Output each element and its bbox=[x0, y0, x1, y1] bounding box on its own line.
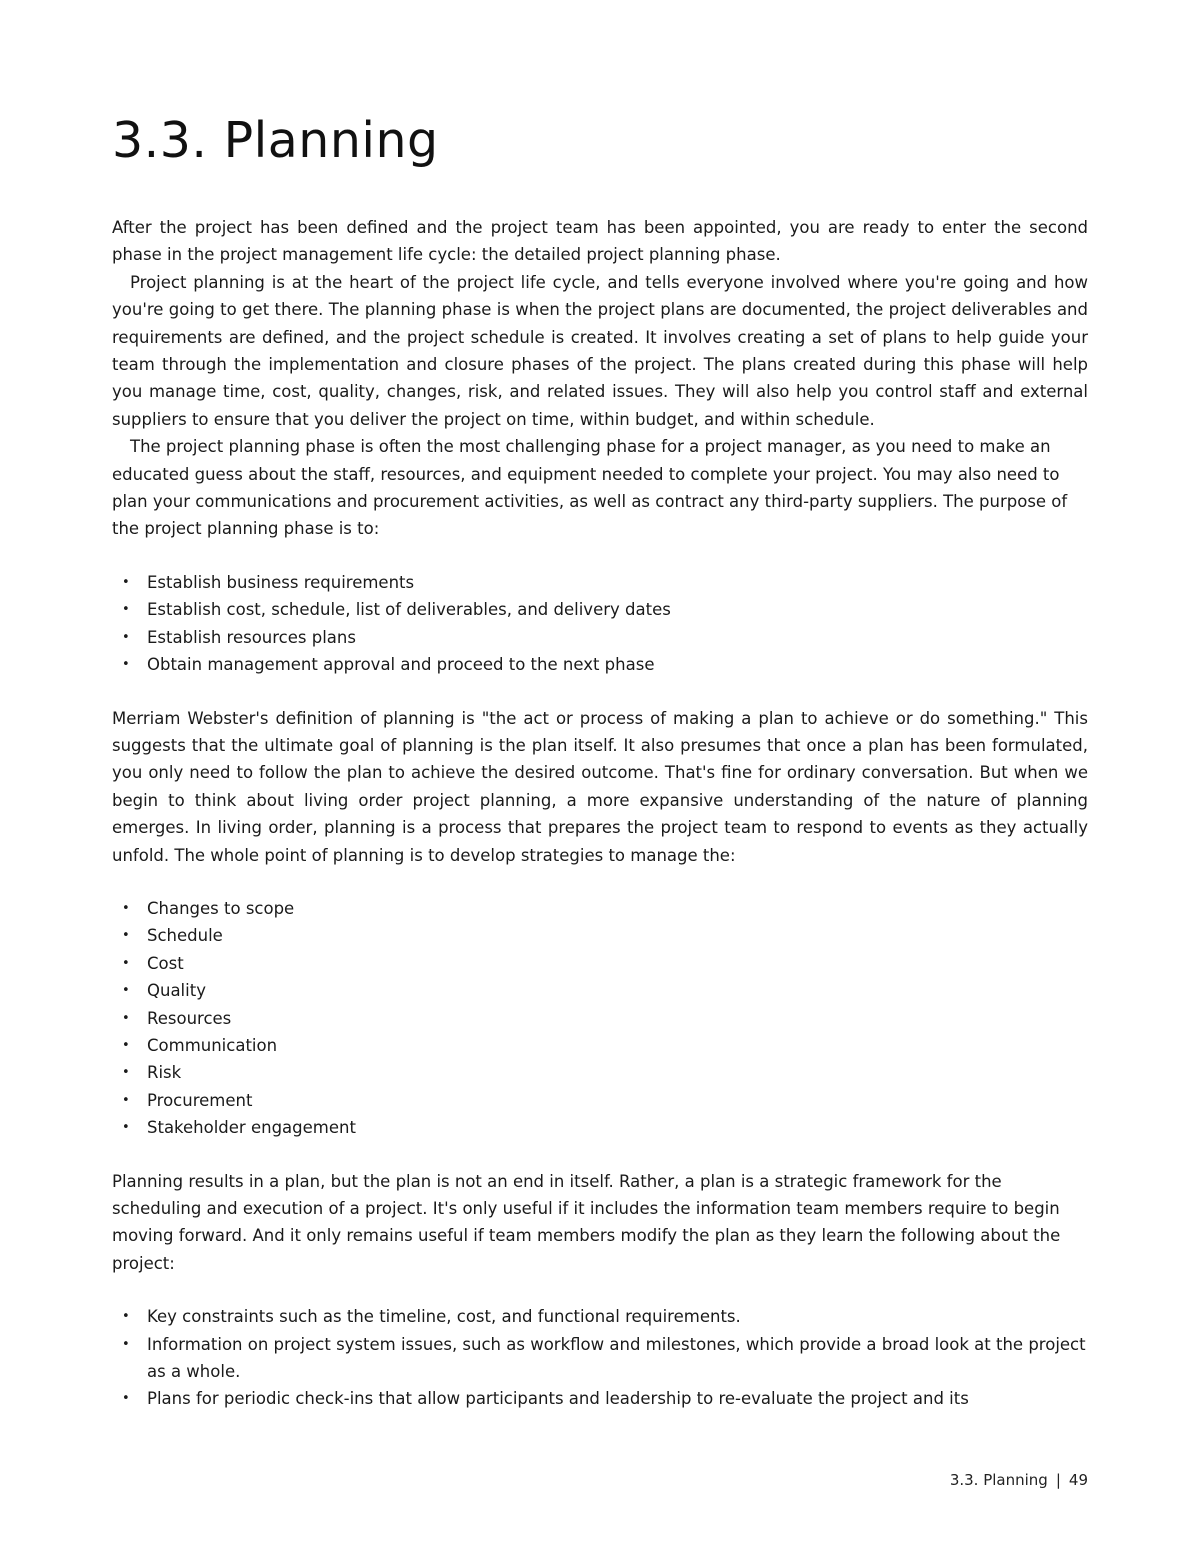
list-item: • Resources bbox=[147, 1005, 1088, 1032]
body-text bbox=[112, 214, 1088, 1413]
list-item: • Communication bbox=[147, 1032, 1088, 1059]
bullet-icon: • bbox=[122, 928, 130, 944]
purpose-list bbox=[112, 569, 1088, 679]
list-item: • Procurement bbox=[147, 1087, 1088, 1114]
list-item: • Stakeholder engagement bbox=[147, 1114, 1088, 1141]
bullet-icon: • bbox=[122, 1037, 130, 1053]
bullet-icon: • bbox=[122, 1065, 130, 1081]
list-item: • Quality bbox=[147, 977, 1088, 1004]
list-item: • Plans for periodic check-ins that allow participants and leadership to re-evaluate the project and its bbox=[147, 1385, 1088, 1412]
bullet-icon: • bbox=[122, 1309, 130, 1325]
paragraph-definition: Merriam Webster's definition of planning is "the act or process of making a plan to achieve or do something." This suggests that the ultimate goal of planning is the plan itself. It also presumes that once a plan has been formulated, you only need to follow the plan to achieve the desired outcome. That's fine for ordinary conversation. But when we begin to think about living order project planning, a more expansive understanding of the nature of planning emerges. In living order, planning is a process that prepares the project team to respond to events as they actually unfold. The whole point of planning is to develop strategies to manage the: bbox=[112, 708, 1088, 865]
bullet-icon: • bbox=[122, 900, 130, 916]
strategies-list bbox=[112, 895, 1088, 1142]
footer-section-title: 3.3. Planning bbox=[949, 1471, 1048, 1489]
list-item: • Schedule bbox=[147, 922, 1088, 949]
list-item: • Risk bbox=[147, 1059, 1088, 1086]
paragraph-plan-framework: Planning results in a plan, but the plan is not an end in itself. Rather, a plan is a strategic framework for the scheduling and execution of a project. It's only useful if it includes the information team members require to begin moving forward. And it only remains useful if team members modify the plan as they learn the following about the project: bbox=[112, 1171, 1061, 1273]
learning-list bbox=[112, 1303, 1088, 1413]
list-item: • Establish resources plans bbox=[147, 624, 1088, 651]
page-content bbox=[112, 110, 1088, 1439]
footer-separator: | bbox=[1055, 1471, 1061, 1489]
paragraph-intro: After the project has been defined and the project team has been appointed, you are ready to enter the second phase in the project management life cycle: the detailed project planning phase. bbox=[112, 218, 1088, 265]
bullet-icon: • bbox=[122, 1120, 130, 1136]
list-item: • Establish cost, schedule, list of deliverables, and delivery dates bbox=[147, 596, 1088, 623]
bullet-icon: • bbox=[122, 602, 130, 618]
list-item: • Key constraints such as the timeline, cost, and functional requirements. bbox=[147, 1303, 1088, 1330]
bullet-icon: • bbox=[122, 1336, 130, 1352]
bullet-icon: • bbox=[122, 1010, 130, 1026]
page-title: 3.3. Planning bbox=[112, 112, 439, 169]
list-item: • Cost bbox=[147, 950, 1088, 977]
bullet-icon: • bbox=[122, 983, 130, 999]
bullet-icon: • bbox=[122, 629, 130, 645]
bullet-icon: • bbox=[122, 955, 130, 971]
list-item: • Information on project system issues, such as workflow and milestones, which provide a broad look at the project as a whole. bbox=[147, 1331, 1088, 1386]
bullet-icon: • bbox=[122, 574, 130, 590]
paragraph-planning-heart: Project planning is at the heart of the project life cycle, and tells everyone involved where you're going and how you're going to get there. The planning phase is when the project plans are documented, the project deliverables and requirements are defined, and the project schedule is created. It involves creating a set of plans to help guide your team through the implementation and closure phases of the project. The plans created during this phase will help you manage time, cost, quality, changes, risk, and related issues. They will also help you control staff and external suppliers to ensure that you deliver the project on time, within budget, and within schedule. bbox=[112, 272, 1088, 429]
list-item: • Obtain management approval and proceed to the next phase bbox=[147, 651, 1088, 678]
list-item: • Establish business requirements bbox=[147, 569, 1088, 596]
paragraph-challenging-phase: The project planning phase is often the most challenging phase for a project manager, as you need to make an educated guess about the staff, resources, and equipment needed to complete your project. You may also need to plan your communications and procurement activities, as well as contract any third-party suppliers. The purpose of the project planning phase is to: bbox=[112, 437, 1068, 539]
bullet-icon: • bbox=[122, 1092, 130, 1108]
bullet-icon: • bbox=[122, 657, 130, 673]
bullet-icon: • bbox=[122, 1391, 130, 1407]
list-item: • Changes to scope bbox=[147, 895, 1088, 922]
page-footer bbox=[950, 1471, 1088, 1489]
page-number: 49 bbox=[1068, 1471, 1088, 1489]
